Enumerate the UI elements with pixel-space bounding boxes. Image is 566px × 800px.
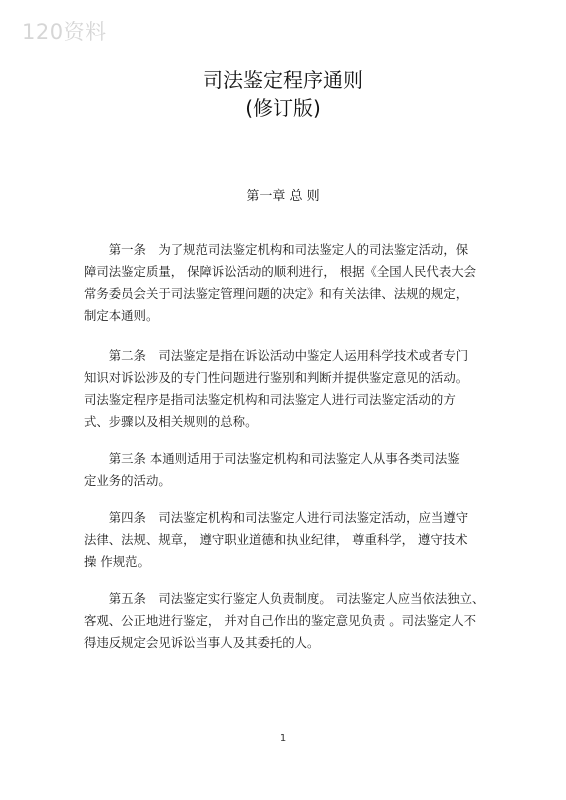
watermark-text: 120资料 [22,20,107,44]
chapter-heading: 第一章 总 则 [246,189,320,204]
article-line: 定业务的活动。 [84,473,171,488]
article-line: 得违反规定会见诉讼当事人及其委托的人。 [84,635,320,650]
article-3 [84,448,484,492]
article-line: 操 作规范。 [84,554,150,569]
article-line: 知识对诉讼涉及的专门性问题进行鉴别和判断并提供鉴定意见的活动。 [84,370,469,385]
article-line: 第二条 司法鉴定是指在诉讼活动中鉴定人运用科学技术或者专门 [84,348,469,363]
article-line: 第一条 为了规范司法鉴定机构和司法鉴定人的司法鉴定活动，保 [84,242,469,257]
article-line: 常务委员会关于司法鉴定管理问题的决定》和有关法律、法规的规定， [84,286,469,301]
article-1 [84,239,484,327]
article-line: 法律、法规、规章， 遵守职业道德和执业纪律， 尊重科学， 遵守技术 [84,532,468,547]
article-4 [84,507,484,573]
article-line: 司法鉴定程序是指司法鉴定机构和司法鉴定人进行司法鉴定活动的方 [84,392,456,407]
article-line: 客观、公正地进行鉴定， 并对自己作出的鉴定意见负责 。司法鉴定人不 [84,613,476,628]
page-number: 1 [279,733,287,744]
article-line: 式、步骤以及相关规则的总称。 [84,414,258,429]
document-subtitle: (修订版) [245,96,321,120]
article-line: 障司法鉴定质量， 保障诉讼活动的顺利进行， 根据《全国人民代表大会 [84,264,476,279]
article-line: 第三条 本通则适用于司法鉴定机构和司法鉴定人从事各类司法鉴 [84,451,460,466]
article-line: 第五条 司法鉴定实行鉴定人负责制度。 司法鉴定人应当依法独立、 [84,591,484,606]
article-5 [84,588,484,654]
document-title: 司法鉴定程序通则 [203,68,363,92]
article-line: 第四条 司法鉴定机构和司法鉴定人进行司法鉴定活动，应当遵守 [84,510,469,525]
article-line: 制定本通则。 [84,308,159,323]
article-2 [84,345,484,433]
